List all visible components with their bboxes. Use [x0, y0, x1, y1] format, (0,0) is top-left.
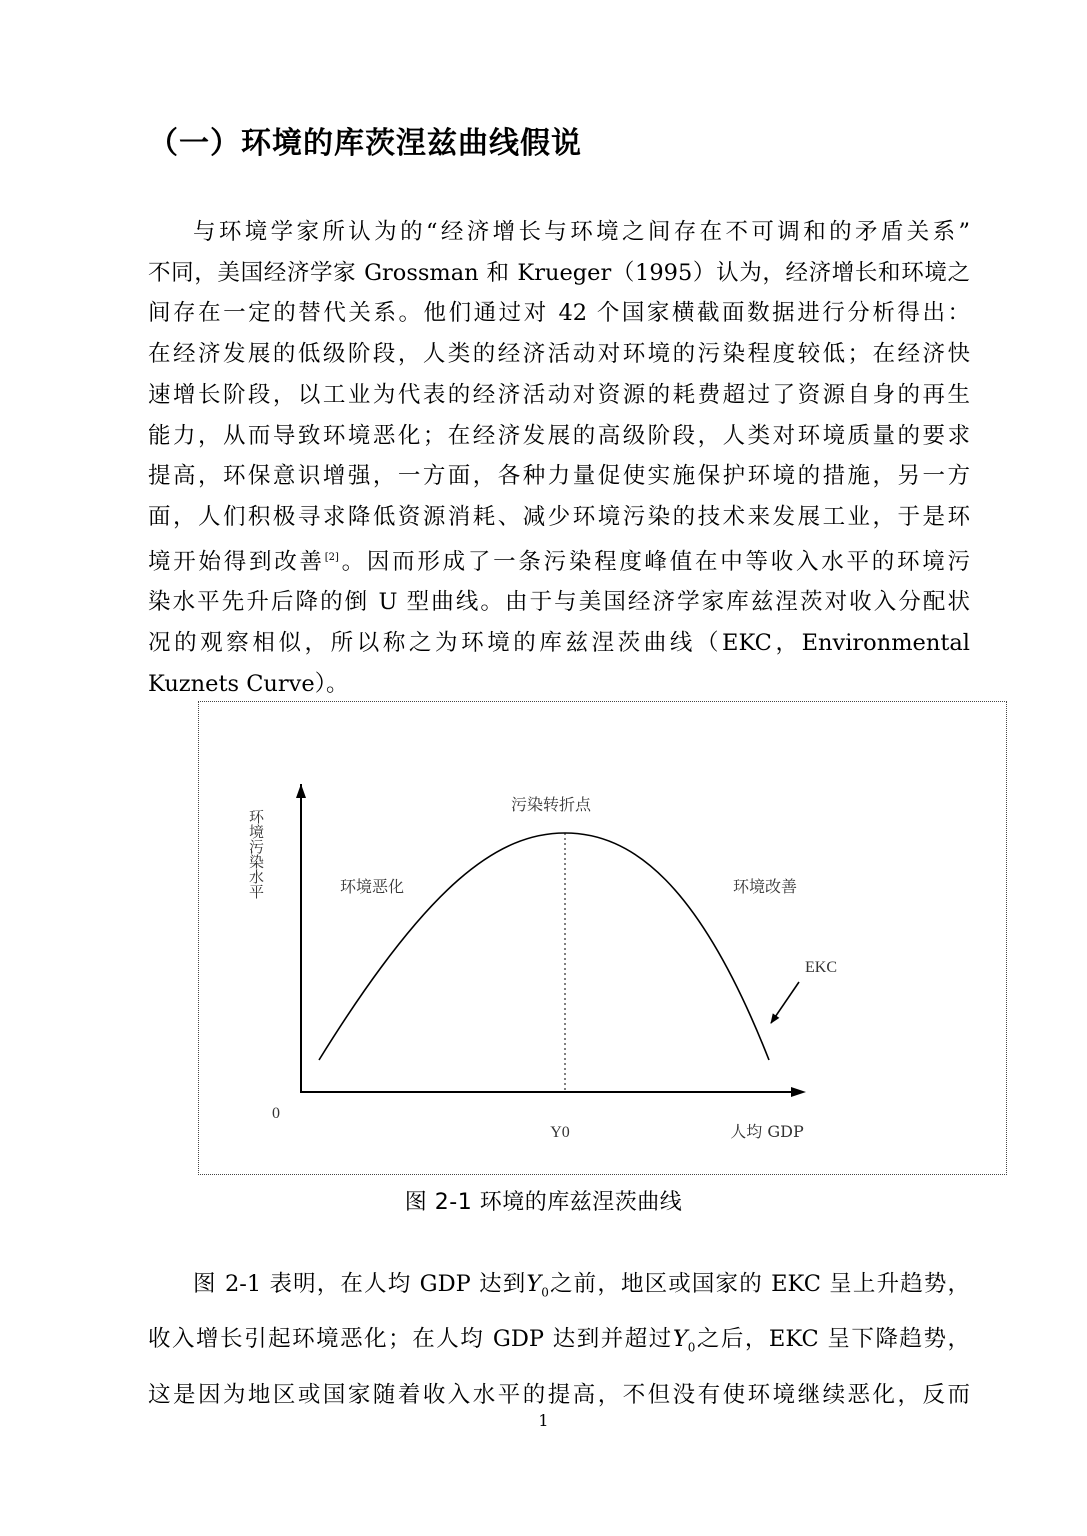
paragraph-line: 在经济发展的低级阶段，人类的经济活动对环境的污染程度较低；在经济快	[148, 341, 970, 368]
page-number: 1	[538, 1411, 549, 1430]
paragraph-line: 能力，从而导致环境恶化；在经济发展的高级阶段，人类对环境质量的要求	[148, 422, 970, 449]
paragraph-ekc-intro	[148, 212, 970, 704]
variable-subscript: 0	[541, 1285, 549, 1300]
paragraph-line: 间存在一定的替代关系。他们通过对 42 个国家横截面数据进行分析得出：	[148, 300, 970, 327]
line-text: 。因而形成了一条污染程度峰值在中等收入水平的环境污	[338, 548, 970, 575]
line-text: 境开始得到改善	[148, 548, 325, 575]
y0-variable	[672, 1326, 696, 1355]
figure-caption: 图 2-1 环境的库兹涅茨曲线	[404, 1190, 683, 1215]
variable-letter: Y	[672, 1326, 688, 1353]
ekc-curve	[319, 833, 769, 1060]
x-axis-arrowhead	[791, 1087, 806, 1097]
paragraph-line	[148, 1261, 970, 1316]
ekc-pointer-arrow	[771, 982, 799, 1023]
ekc-curve-label: EKC	[805, 959, 837, 976]
origin-label: 0	[272, 1105, 280, 1122]
y-axis-arrowhead	[296, 784, 306, 798]
line-text: 收入增长引起环境恶化；在人均 GDP 达到并超过	[148, 1326, 673, 1353]
line-text: 之后，EKC 呈下降趋势，	[695, 1326, 970, 1353]
right-region-label: 环境改善	[732, 877, 798, 896]
line-text: 图 2-1 表明，在人均 GDP 达到	[193, 1271, 527, 1297]
paragraph-line: 与环境学家所认为的“经济增长与环境之间存在不可调和的矛盾关系”	[193, 219, 970, 245]
variable-letter: Y	[526, 1271, 542, 1297]
paragraph-line: 速增长阶段，以工业为代表的经济活动对资源的耗费超过了资源自身的再生	[148, 381, 970, 408]
turning-point-tick-label: Y0	[550, 1124, 570, 1141]
paragraph-line: Kuznets Curve）。	[148, 670, 349, 697]
line-text: 之前，地区或国家的 EKC 呈上升趋势，	[548, 1271, 971, 1297]
paragraph-line: 面，人们积极寻求降低资源消耗、减少环境污染的技术来发展工业，于是环	[148, 503, 970, 530]
ekc-diagram-svg	[199, 702, 1006, 1174]
paragraph-line: 提高，环保意识增强，一方面，各种力量促使实施保护环境的措施，另一方	[148, 463, 970, 490]
y0-variable	[526, 1271, 549, 1300]
variable-subscript: 0	[687, 1340, 696, 1355]
paragraph-line: 染水平先升后降的倒 U 型曲线。由于与美国经济学家库兹涅茨对收入分配状	[148, 589, 970, 616]
paragraph-line: 这是因为地区或国家随着收入水平的提高，不但没有使环境继续恶化，反而	[148, 1381, 970, 1408]
citation-marker: [2]	[324, 551, 339, 563]
y-axis-label: 环境污染水平	[247, 809, 265, 899]
paragraph-line	[148, 538, 970, 583]
turning-point-label: 污染转折点	[510, 795, 592, 814]
section-heading: （一）环境的库茨涅兹曲线假说	[148, 126, 582, 161]
x-axis-label: 人均 GDP	[730, 1122, 804, 1141]
figure-ekc-diagram	[198, 701, 1007, 1175]
left-region-label: 环境恶化	[339, 877, 405, 896]
paragraph-line: 不同，美国经济学家 Grossman 和 Krueger（1995）认为，经济增长和环境之	[148, 259, 970, 286]
paragraph-figure-explanation	[148, 1261, 970, 1418]
paragraph-line: 况的观察相似，所以称之为环境的库兹涅茨曲线（EKC，Environmental	[148, 630, 970, 657]
paragraph-line	[148, 1316, 970, 1371]
